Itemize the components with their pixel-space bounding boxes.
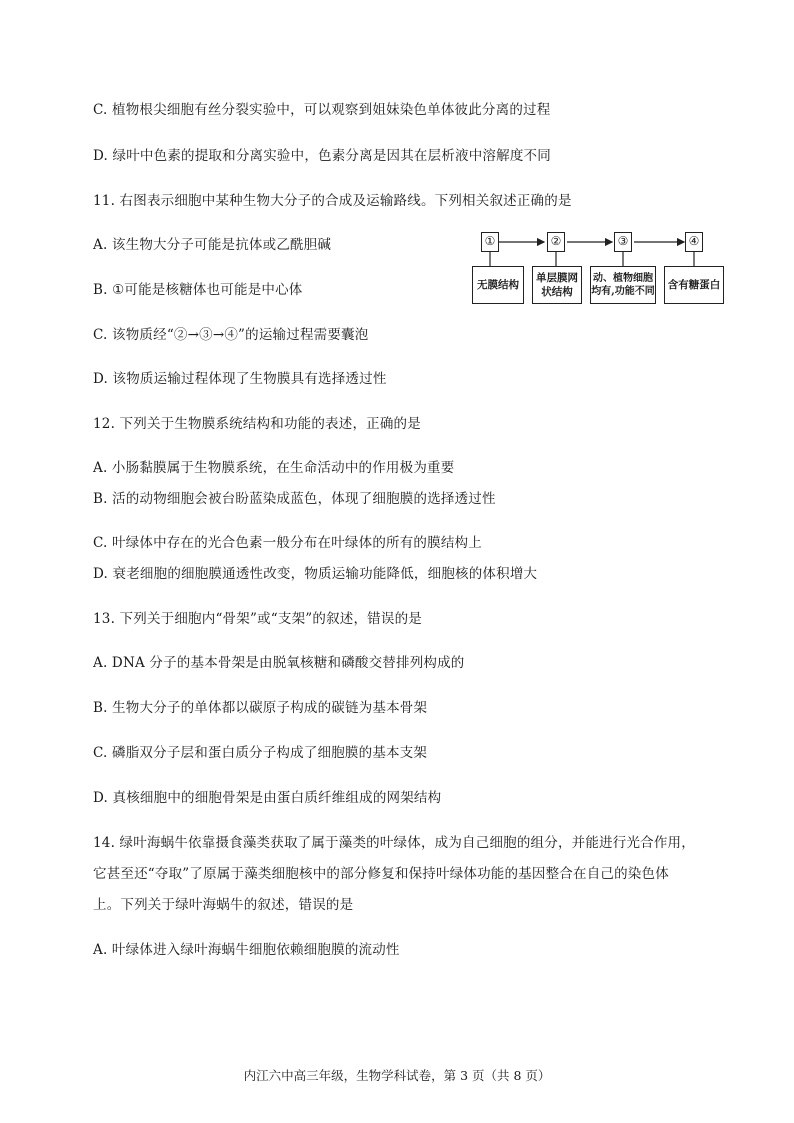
node-4-description: 含有糖蛋白 <box>664 266 724 304</box>
q12-option-b: B. 活的动物细胞会被台盼蓝染成蓝色，体现了细胞膜的选择透过性 <box>93 491 496 507</box>
q11-option-a: A. 该生物大分子可能是抗体或乙酰胆碱 <box>93 237 332 253</box>
q13-option-d: D. 真核细胞中的细胞骨架是由蛋白质纤维组成的网架结构 <box>93 790 442 806</box>
q12-option-a: A. 小肠黏膜属于生物膜系统，在生命活动中的作用极为重要 <box>93 460 455 476</box>
q14-stem-line-1: 14. 绿叶海蜗牛依靠摄食藻类获取了属于藻类的叶绿体，成为自己细胞的组分，并能进行光合作用， <box>93 835 695 851</box>
q12-option-c: C. 叶绿体中存在的光合色素一般分布在叶绿体的所有的膜结构上 <box>93 535 482 551</box>
node-3-description: 动、植物细胞均有,功能不同 <box>590 266 656 304</box>
q10-option-d: D. 绿叶中色素的提取和分离实验中，色素分离是因其在层析液中溶解度不同 <box>93 148 551 164</box>
q10-option-c: C. 植物根尖细胞有丝分裂实验中，可以观察到姐妹染色单体彼此分离的过程 <box>93 102 551 118</box>
q11-flow-diagram <box>472 232 724 306</box>
q11-option-d: D. 该物质运输过程体现了生物膜具有选择透过性 <box>93 371 387 387</box>
q13-option-c: C. 磷脂双分子层和蛋白质分子构成了细胞膜的基本支架 <box>93 745 428 761</box>
q13-option-b: B. 生物大分子的单体都以碳原子构成的碳链为基本骨架 <box>93 700 428 716</box>
node-3-number: ③ <box>614 232 632 252</box>
q11-option-c: C. 该物质经“②→③→④”的运输过程需要囊泡 <box>93 327 369 343</box>
q14-stem-line-2: 它甚至还“夺取”了原属于藻类细胞核中的部分修复和保持叶绿体功能的基因整合在自己的染色体 <box>93 866 669 882</box>
q12-stem: 12. 下列关于生物膜系统结构和功能的表述，正确的是 <box>93 416 421 432</box>
page-footer: 内江六中高三年级，生物学科试卷，第 3 页（共 8 页） <box>243 1068 551 1083</box>
node-2-number: ② <box>547 232 565 252</box>
node-1-description: 无膜结构 <box>472 266 524 304</box>
node-4-number: ④ <box>685 232 703 252</box>
node-2-description: 单层膜网状结构 <box>532 266 582 304</box>
q12-option-d: D. 衰老细胞的细胞膜通透性改变，物质运输功能降低，细胞核的体积增大 <box>93 566 538 582</box>
q14-option-a: A. 叶绿体进入绿叶海蜗牛细胞依赖细胞膜的流动性 <box>93 942 400 958</box>
q11-option-b: B. ①可能是核糖体也可能是中心体 <box>93 282 303 298</box>
node-1-number: ① <box>481 232 499 252</box>
q11-stem: 11. 右图表示细胞中某种生物大分子的合成及运输路线。下列相关叙述正确的是 <box>93 193 572 209</box>
q14-stem-line-3: 上。下列关于绿叶海蜗牛的叙述，错误的是 <box>93 897 354 913</box>
q13-option-a: A. DNA 分子的基本骨架是由脱氧核糖和磷酸交替排列构成的 <box>93 655 465 671</box>
q13-stem: 13. 下列关于细胞内“骨架”或“支架”的叙述，错误的是 <box>93 611 422 627</box>
